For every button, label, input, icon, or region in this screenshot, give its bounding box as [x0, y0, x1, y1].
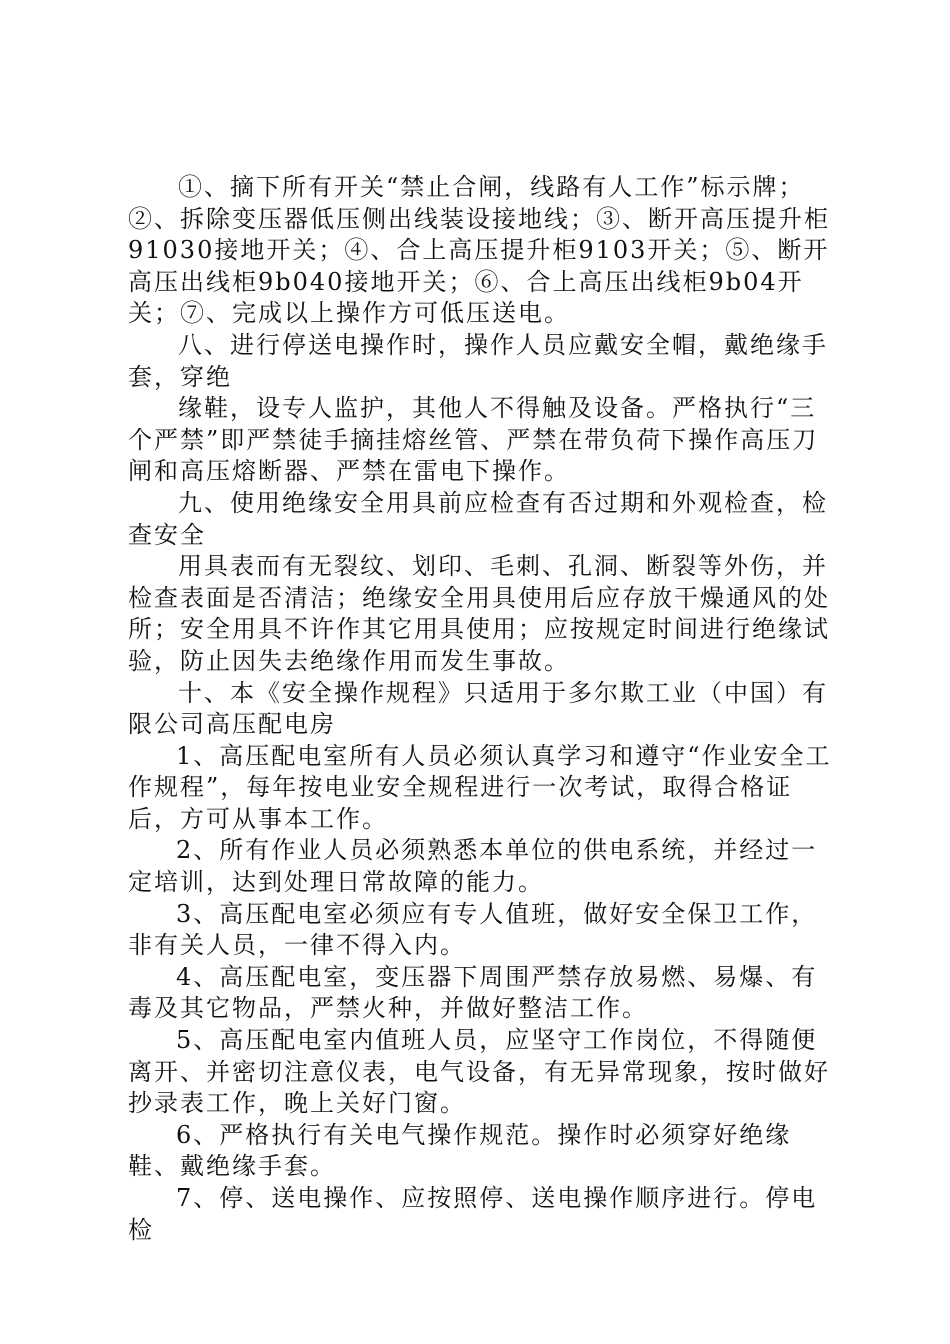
paragraph-rule-2: 2、所有作业人员必须熟悉本单位的供电系统，并经过一定培训，达到处理日常故障的能力。: [128, 836, 818, 897]
paragraph-item-8: 八、进行停送电操作时，操作人员应戴安全帽，戴绝缘手套，穿绝: [128, 330, 828, 391]
paragraph-rule-7: 7、停、送电操作、应按照停、送电操作顺序进行。停电检: [128, 1184, 818, 1244]
document-body: [128, 172, 834, 1246]
paragraph-item-9-continued: 用具表而有无裂纹、划印、毛刺、孔洞、断裂等外伤，并检查表面是否清洁；绝缘安全用具使用后应存放干燥通风的处所；安全用具不许作其它用具使用；应按规定时间进行绝缘试验，防止因失去绝缘作用而发生事故。: [128, 552, 830, 675]
paragraph-rule-1: 1、高压配电室所有人员必须认真学习和遵守“作业安全工作规程”，每年按电业安全规程进行一次考试，取得合格证后，方可从事本工作。: [128, 741, 832, 833]
paragraph-rule-3: 3、高压配电室必须应有专人值班，做好安全保卫工作，非有关人员，一律不得入内。: [128, 899, 818, 960]
paragraph-power-restore-steps: ①、摘下所有开关“禁止合闸，线路有人工作”标示牌；②、拆除变压器低压侧出线装设接地线；③、断开高压提升柜91030接地开关；④、合上高压提升柜9103开关；⑤、断开高压出线柜9b040接地开关；⑥、合上高压出线柜9b04开关；⑦、完成以上操作方可低压送电。: [128, 173, 830, 328]
paragraph-rule-4: 4、高压配电室，变压器下周围严禁存放易燃、易爆、有毒及其它物品，严禁火种，并做好整洁工作。: [128, 962, 818, 1023]
paragraph-item-9: 九、使用绝缘安全用具前应检查有否过期和外观检查，检查安全: [128, 488, 828, 549]
paragraph-rule-6: 6、严格执行有关电气操作规范。操作时必须穿好绝缘鞋、戴绝缘手套。: [128, 1120, 792, 1181]
paragraph-item-8-continued: 缘鞋，设专人监护，其他人不得触及设备。严格执行“三个严禁”即严禁徒手摘挂熔丝管、严禁在带负荷下操作高压刀闸和高压熔断器、严禁在雷电下操作。: [128, 394, 819, 486]
paragraph-item-10: 十、本《安全操作规程》只适用于多尔欺工业（中国）有限公司高压配电房: [128, 678, 828, 739]
paragraph-rule-5: 5、高压配电室内值班人员，应坚守工作岗位，不得随便离开、并密切注意仪表，电气设备，有无异常现象，按时做好抄录表工作，晚上关好门窗。: [128, 1026, 830, 1118]
